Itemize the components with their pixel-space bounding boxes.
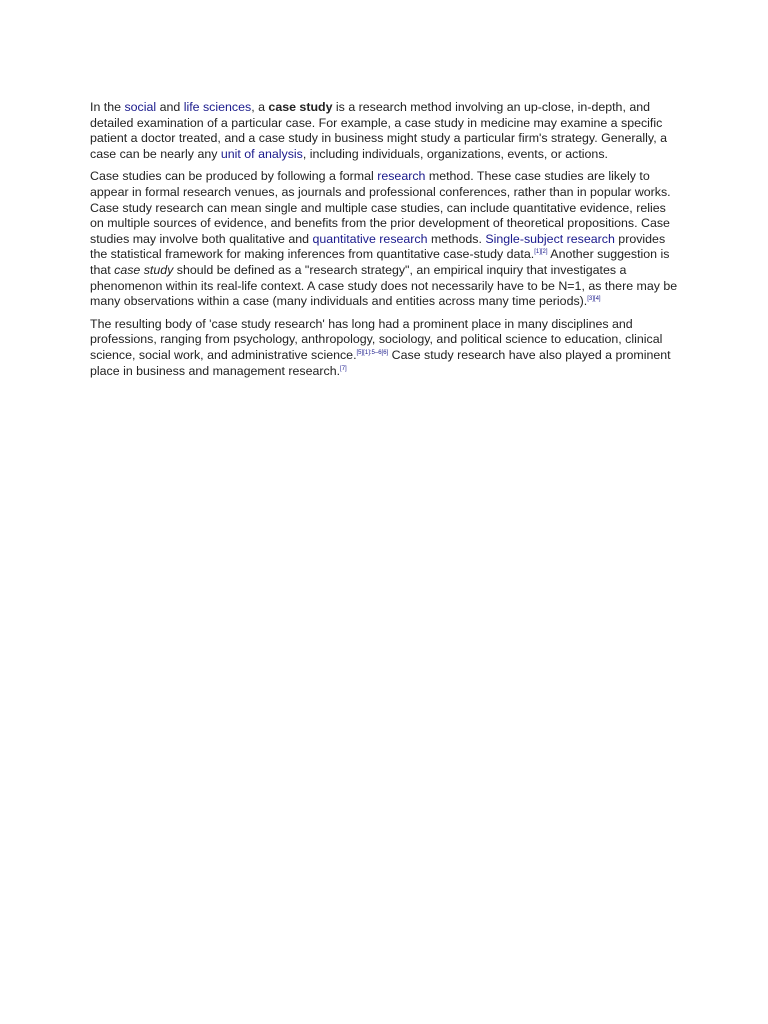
text: and <box>156 100 184 114</box>
text: , a <box>251 100 269 114</box>
text: provides the statistical framework for making inferences from quantitative case-study data. <box>90 231 666 262</box>
link-life-sciences[interactable]: life sciences <box>183 100 252 114</box>
italic-term-case-study: case study <box>114 262 174 277</box>
link-single-subject-research[interactable]: Single-subject research <box>485 231 615 246</box>
paragraph-1 <box>90 100 680 162</box>
citation-5-1-6[interactable]: [5][1]:5–6[6] <box>356 349 389 356</box>
paragraph-2 <box>90 169 680 309</box>
text: Case studies can be produced by following a formal <box>90 169 378 184</box>
text: The resulting body of 'case study research' has long had a prominent place in many disciplines and professions, ranging from psychology, anthropology, sociology, and political science to education, clinical science, social work, and administrative science. <box>90 316 663 362</box>
citation-7[interactable]: [7] <box>340 365 347 372</box>
bold-term-case-study: case study <box>268 100 333 114</box>
link-social[interactable]: social <box>124 100 157 114</box>
link-quantitative-research[interactable]: quantitative research <box>312 231 428 246</box>
text: Another suggestion is that <box>90 247 670 277</box>
text: , including individuals, organizations, events, or actions. <box>302 146 608 161</box>
article-body <box>90 100 680 386</box>
link-unit-of-analysis[interactable]: unit of analysis <box>220 146 303 161</box>
link-research[interactable]: research <box>377 169 426 184</box>
text: is a research method involving an up-close, in-depth, and detailed examination of a particular case. For example, a case study in medicine may examine a specific patient a doctor treated, and a case study in business might study a particular firm's strategy. Generally, a case can be nearly any <box>90 100 667 161</box>
text: Case study research have also played a prominent place in business and management research. <box>90 347 671 378</box>
text: In the <box>90 100 125 114</box>
text: methods. <box>427 231 486 246</box>
text: method. These case studies are likely to appear in formal research venues, as journals and professional conferences, rather than in popular works. Case study research can mean single and multiple case studies, can include quantitative evidence, relies on multiple sources of evidence, and benefits from the prior development of theoretical propositions. Case studies may involve both qualitative and <box>90 169 671 246</box>
citation-1-2[interactable]: [1][2] <box>534 249 548 256</box>
text: should be defined as a "research strategy", an empirical inquiry that investigates a phenomenon within its real-life context. A case study does not necessarily have to be N=1, as there may be many observations within a case (many individuals and entities across many time periods). <box>90 262 678 309</box>
citation-3-4[interactable]: [3][4] <box>587 296 601 302</box>
paragraph-3 <box>90 317 680 379</box>
